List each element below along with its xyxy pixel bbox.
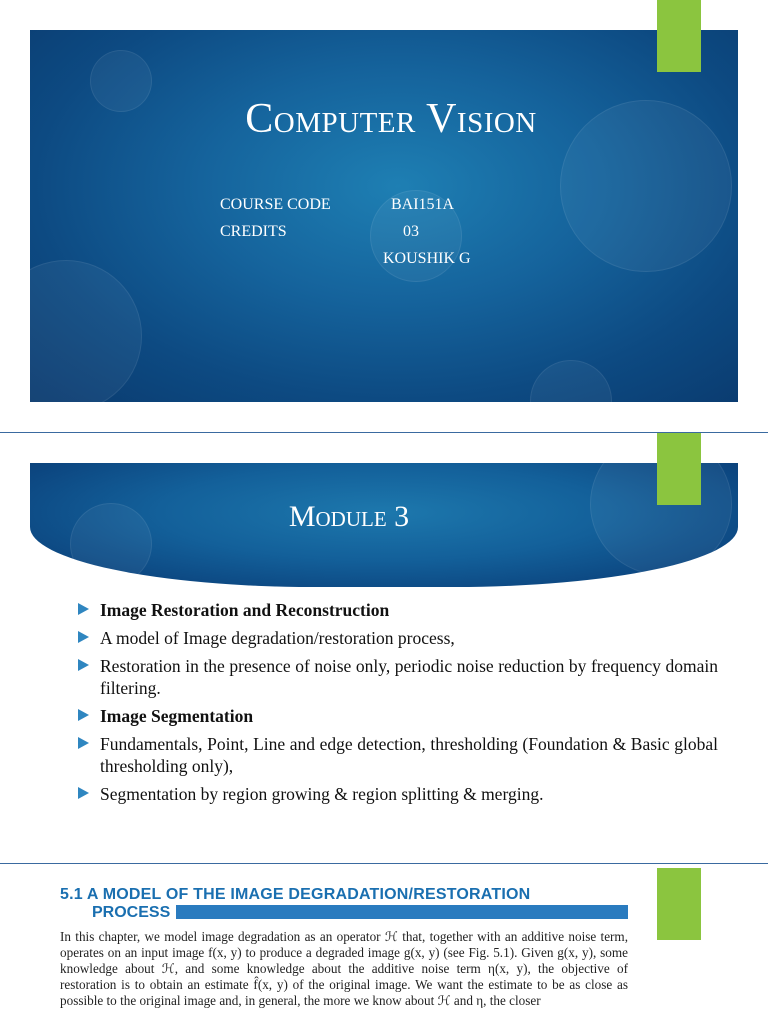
slide-title: Module 3 [288, 500, 410, 533]
bullet-arrow-icon [78, 709, 89, 721]
topic-item [78, 733, 718, 777]
section-heading-continued: PROCESS [92, 904, 171, 921]
topic-item-text: Restoration in the presence of noise only, periodic noise reduction by frequency domain filtering. [100, 656, 718, 698]
bullet-arrow-icon [78, 737, 89, 749]
accent-tab [657, 433, 701, 505]
title-slide [0, 0, 768, 432]
slide-title: Computer Vision [245, 96, 537, 142]
title-slide-background [30, 30, 738, 402]
topic-item-text: Image Restoration and Reconstruction [100, 600, 390, 620]
course-code-value: BAI151A [391, 196, 455, 213]
topic-item-text: A model of Image degradation/restoration process, [100, 628, 455, 648]
heading-rule [176, 905, 628, 919]
topic-item [78, 783, 718, 805]
bullet-arrow-icon [78, 659, 89, 671]
bullet-arrow-icon [78, 603, 89, 615]
topic-list [78, 599, 718, 811]
course-code-label: COURSE CODE [220, 196, 331, 213]
bullet-arrow-icon [78, 631, 89, 643]
topic-item-text: Fundamentals, Point, Line and edge detection, thresholding (Foundation & Basic global thresholding only), [100, 734, 718, 776]
instructor-name: KOUSHIK G [383, 250, 471, 267]
topic-item-text: Segmentation by region growing & region splitting & merging. [100, 784, 544, 804]
credits-value: 03 [403, 223, 419, 240]
textbook-slide [0, 864, 768, 1024]
accent-tab [657, 868, 701, 940]
topic-item-text: Image Segmentation [100, 706, 254, 726]
credits-label: CREDITS [220, 223, 287, 240]
topic-item [78, 655, 718, 699]
topic-item [78, 627, 718, 649]
topic-item [78, 705, 718, 727]
section-body-text: In this chapter, we model image degradation as an operator ℋ that, together with an additive noise term, operates on an input image f(x, y) to produce a degraded image g(x, y) (see Fig. 5.1). Given g(x, y), some knowledge about ℋ, and some knowledge about the additive noise term η(x, y), the objective of restoration is to obtain an estimate f̂(x, y) of the original image. We want the estimate to be as close as possible to the original image and, in general, the more we know about ℋ and η, the closer [60, 929, 628, 1008]
section-heading: 5.1 A MODEL OF THE IMAGE DEGRADATION/RESTORATION [60, 886, 531, 903]
accent-tab [657, 0, 701, 72]
bokeh-circle [30, 260, 142, 402]
topic-item [78, 599, 718, 621]
bokeh-circle [530, 360, 612, 402]
bullet-arrow-icon [78, 787, 89, 799]
module-slide [0, 433, 768, 863]
